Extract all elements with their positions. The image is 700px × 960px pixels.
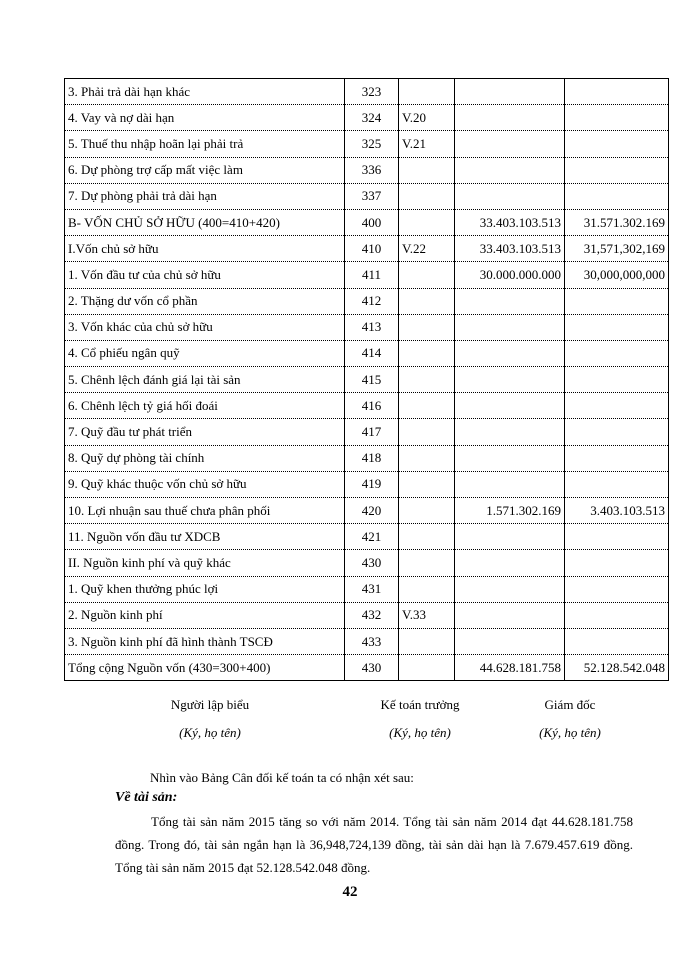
- row-label: 5. Chênh lệch đánh giá lại tài sản: [65, 367, 345, 393]
- signature-hint: (Ký, họ tên): [539, 725, 601, 740]
- table-row: [65, 105, 669, 131]
- table-row: [65, 340, 669, 366]
- row-note: V.21: [399, 131, 455, 157]
- row-value-2014: [565, 288, 669, 314]
- row-label: II. Nguồn kinh phí và quỹ khác: [65, 550, 345, 576]
- row-value-2014: [565, 550, 669, 576]
- row-value-2014: [565, 628, 669, 654]
- table-row: [65, 314, 669, 340]
- row-label: 3. Nguồn kinh phí đã hình thành TSCĐ: [65, 628, 345, 654]
- row-value-2014: [565, 183, 669, 209]
- row-value-2015: [455, 288, 565, 314]
- row-label: 7. Quỹ đầu tư phát triển: [65, 419, 345, 445]
- row-note: [399, 445, 455, 471]
- row-value-2015: [455, 471, 565, 497]
- table-row: [65, 419, 669, 445]
- row-value-2015: 33.403.103.513: [455, 209, 565, 235]
- row-note: [399, 157, 455, 183]
- row-value-2014: [565, 393, 669, 419]
- row-note: [399, 576, 455, 602]
- row-note: [399, 288, 455, 314]
- row-code: 324: [345, 105, 399, 131]
- row-code: 410: [345, 236, 399, 262]
- row-value-2014: 52.128.542.048: [565, 655, 669, 681]
- row-value-2014: [565, 576, 669, 602]
- row-label: B- VỐN CHỦ SỞ HỮU (400=410+420): [65, 209, 345, 235]
- signature-role: Giám đốc: [544, 697, 596, 712]
- row-code: 417: [345, 419, 399, 445]
- intro-text: Nhìn vào Bảng Cân đối kế toán ta có nhận xét sau:: [150, 770, 414, 785]
- row-value-2015: 44.628.181.758: [455, 655, 565, 681]
- row-note: [399, 655, 455, 681]
- row-code: 323: [345, 79, 399, 105]
- table-row: [65, 550, 669, 576]
- signature-director: [500, 697, 640, 741]
- row-code: 400: [345, 209, 399, 235]
- balance-sheet-body: [65, 79, 669, 681]
- row-note: [399, 498, 455, 524]
- row-note: [399, 628, 455, 654]
- row-label: 5. Thuế thu nhập hoãn lại phải trả: [65, 131, 345, 157]
- row-value-2015: [455, 524, 565, 550]
- page-number: 42: [342, 884, 358, 900]
- row-note: [399, 550, 455, 576]
- signature-hint: (Ký, họ tên): [179, 725, 241, 740]
- row-value-2014: [565, 131, 669, 157]
- row-label: I.Vốn chủ sở hữu: [65, 236, 345, 262]
- row-value-2015: 1.571.302.169: [455, 498, 565, 524]
- row-value-2015: [455, 314, 565, 340]
- row-value-2014: 31,571,302,169: [565, 236, 669, 262]
- row-code: 337: [345, 183, 399, 209]
- row-note: [399, 183, 455, 209]
- row-label: 9. Quỹ khác thuộc vốn chủ sở hữu: [65, 471, 345, 497]
- row-value-2014: 30,000,000,000: [565, 262, 669, 288]
- row-label: 3. Vốn khác của chủ sở hữu: [65, 314, 345, 340]
- table-row: [65, 367, 669, 393]
- row-label: 6. Chênh lệch tỷ giá hối đoái: [65, 393, 345, 419]
- row-value-2015: [455, 393, 565, 419]
- row-note: V.22: [399, 236, 455, 262]
- row-label: 8. Quỹ dự phòng tài chính: [65, 445, 345, 471]
- row-value-2015: [455, 105, 565, 131]
- row-note: [399, 314, 455, 340]
- row-note: [399, 471, 455, 497]
- row-value-2014: 3.403.103.513: [565, 498, 669, 524]
- row-note: [399, 79, 455, 105]
- row-note: V.20: [399, 105, 455, 131]
- row-value-2015: 33.403.103.513: [455, 236, 565, 262]
- row-value-2014: [565, 602, 669, 628]
- row-code: 433: [345, 628, 399, 654]
- row-note: [399, 262, 455, 288]
- row-label: 1. Quỹ khen thưởng phúc lợi: [65, 576, 345, 602]
- row-value-2014: 31.571.302.169: [565, 209, 669, 235]
- row-value-2014: [565, 524, 669, 550]
- signature-chief-accountant: [350, 697, 490, 741]
- row-label: 2. Thặng dư vốn cổ phần: [65, 288, 345, 314]
- table-row: [65, 157, 669, 183]
- row-code: 420: [345, 498, 399, 524]
- table-row: [65, 393, 669, 419]
- row-note: [399, 367, 455, 393]
- signature-hint: (Ký, họ tên): [389, 725, 451, 740]
- table-row: [65, 131, 669, 157]
- signature-role: Kế toán trưởng: [380, 697, 460, 712]
- row-value-2015: [455, 367, 565, 393]
- table-row: [65, 602, 669, 628]
- row-value-2014: [565, 419, 669, 445]
- row-label: 11. Nguồn vốn đầu tư XDCB: [65, 524, 345, 550]
- row-code: 416: [345, 393, 399, 419]
- signature-role: Người lập biểu: [170, 697, 250, 712]
- row-label: 4. Cổ phiếu ngân quỹ: [65, 340, 345, 366]
- table-row: [65, 471, 669, 497]
- row-code: 431: [345, 576, 399, 602]
- row-code: 412: [345, 288, 399, 314]
- row-value-2015: [455, 445, 565, 471]
- row-note: [399, 393, 455, 419]
- row-value-2015: [455, 550, 565, 576]
- row-note: [399, 209, 455, 235]
- row-value-2015: [455, 419, 565, 445]
- table-row: [65, 655, 669, 681]
- row-note: V.33: [399, 602, 455, 628]
- row-code: 336: [345, 157, 399, 183]
- row-value-2014: [565, 105, 669, 131]
- row-value-2015: [455, 79, 565, 105]
- row-code: 414: [345, 340, 399, 366]
- row-value-2015: [455, 576, 565, 602]
- row-value-2014: [565, 314, 669, 340]
- row-code: 430: [345, 550, 399, 576]
- row-code: 418: [345, 445, 399, 471]
- row-label: 1. Vốn đầu tư của chủ sở hữu: [65, 262, 345, 288]
- row-code: 411: [345, 262, 399, 288]
- row-value-2015: [455, 157, 565, 183]
- row-code: 419: [345, 471, 399, 497]
- row-label: 10. Lợi nhuận sau thuế chưa phân phối: [65, 498, 345, 524]
- row-value-2015: [455, 131, 565, 157]
- row-note: [399, 340, 455, 366]
- balance-sheet-table: [64, 78, 669, 681]
- table-row: [65, 524, 669, 550]
- table-row: [65, 262, 669, 288]
- row-value-2015: [455, 340, 565, 366]
- row-value-2014: [565, 445, 669, 471]
- row-value-2014: [565, 367, 669, 393]
- row-code: 325: [345, 131, 399, 157]
- row-value-2014: [565, 340, 669, 366]
- table-row: [65, 498, 669, 524]
- row-label: 3. Phải trả dài hạn khác: [65, 79, 345, 105]
- signature-preparer: [140, 697, 280, 741]
- body-paragraph: Tổng tài sản năm 2015 tăng so với năm 2014. Tổng tài sản năm 2014 đạt 44.628.181.758 đồng. Trong đó, tài sản ngắn hạn là 36,948,724,139 đồng, tài sản dài hạn là 7.679.457.619 đồng. Tổng tài sản năm 2015 đạt 52.128.542.048 đồng.: [115, 814, 633, 875]
- row-value-2014: [565, 79, 669, 105]
- row-note: [399, 419, 455, 445]
- row-code: 430: [345, 655, 399, 681]
- row-value-2014: [565, 157, 669, 183]
- table-row: [65, 209, 669, 235]
- table-row: [65, 79, 669, 105]
- row-value-2015: [455, 602, 565, 628]
- table-row: [65, 445, 669, 471]
- table-row: [65, 236, 669, 262]
- row-code: 415: [345, 367, 399, 393]
- section-heading: Về tài sản:: [115, 790, 178, 805]
- row-code: 432: [345, 602, 399, 628]
- row-label: Tổng cộng Nguồn vốn (430=300+400): [65, 655, 345, 681]
- row-note: [399, 524, 455, 550]
- table-row: [65, 288, 669, 314]
- row-label: 2. Nguồn kinh phí: [65, 602, 345, 628]
- table-row: [65, 576, 669, 602]
- row-value-2015: 30.000.000.000: [455, 262, 565, 288]
- table-row: [65, 628, 669, 654]
- row-label: 7. Dự phòng phải trả dài hạn: [65, 183, 345, 209]
- row-code: 421: [345, 524, 399, 550]
- table-row: [65, 183, 669, 209]
- row-label: 4. Vay và nợ dài hạn: [65, 105, 345, 131]
- row-label: 6. Dự phòng trợ cấp mất việc làm: [65, 157, 345, 183]
- row-code: 413: [345, 314, 399, 340]
- row-value-2014: [565, 471, 669, 497]
- row-value-2015: [455, 183, 565, 209]
- row-value-2015: [455, 628, 565, 654]
